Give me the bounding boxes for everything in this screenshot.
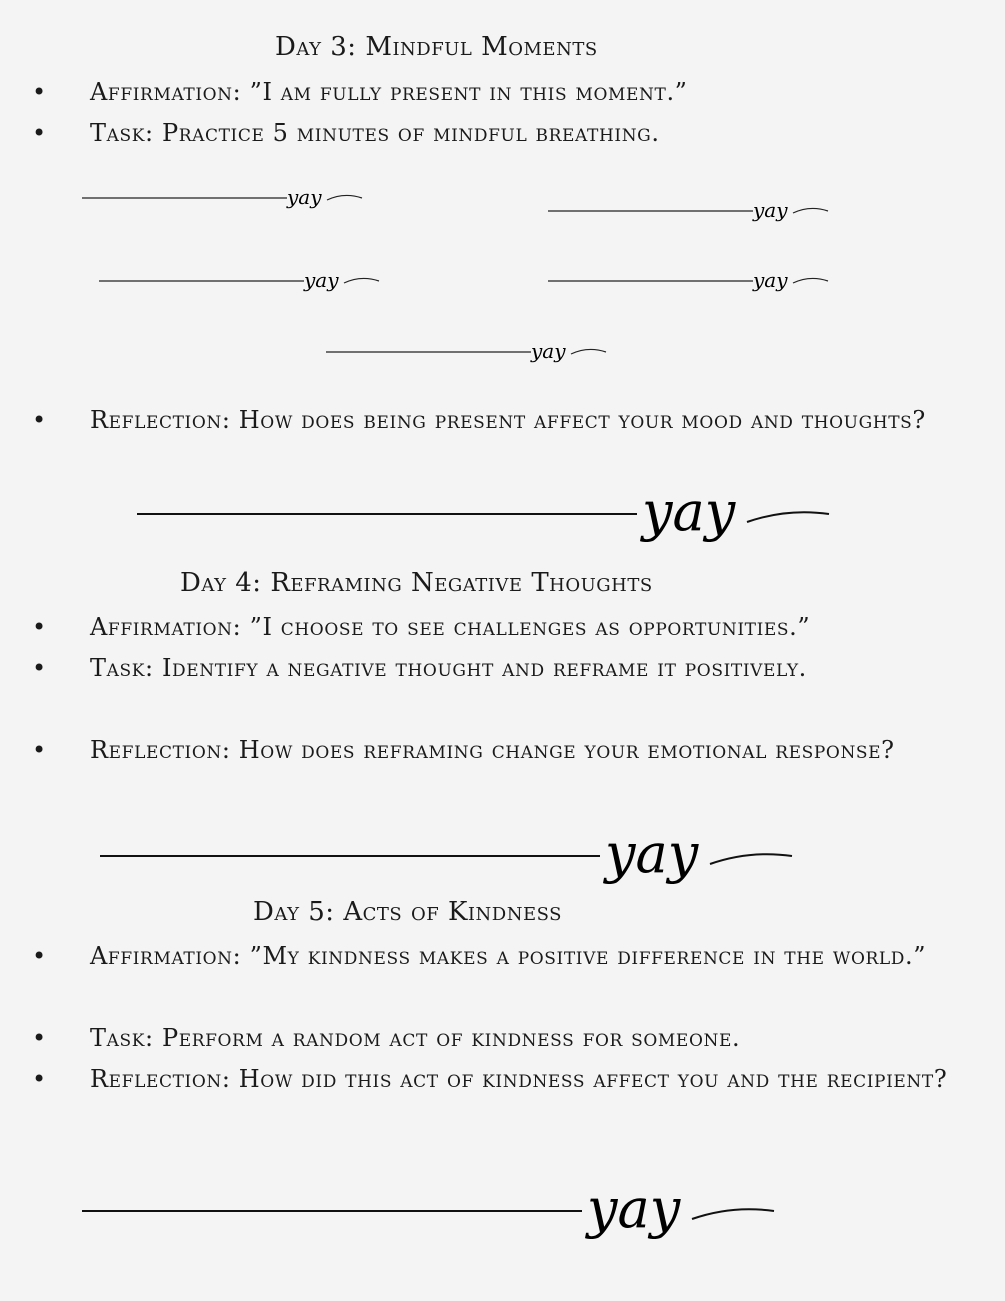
day4-reflection [32, 730, 982, 771]
affirmation-text: ”I choose to see challenges as opportunities.” [249, 613, 811, 641]
affirmation-label: Affirmation: [90, 613, 242, 641]
day5-task [32, 1018, 982, 1059]
writing-line-small[interactable] [548, 197, 828, 227]
affirmation-text: ”My kindness makes a positive difference in the world.” [249, 942, 927, 970]
signature-word: yay [304, 268, 339, 292]
writing-line-small[interactable] [99, 267, 379, 297]
day3-heading: Day 3: Mindful Moments [275, 32, 598, 62]
affirmation-text: ”I am fully present in this moment.” [249, 78, 688, 106]
day4-affirmation [32, 607, 982, 648]
signature-word: yay [642, 480, 736, 543]
task-label: Task: [90, 119, 154, 147]
bullet-icon: • [32, 1024, 47, 1052]
signature-word: yay [753, 198, 788, 222]
writing-line-small[interactable] [326, 338, 606, 368]
day5-reflection [32, 1059, 982, 1100]
signature-word: yay [753, 268, 788, 292]
bullet-icon: • [32, 942, 47, 970]
signature-word: yay [605, 822, 699, 885]
bullet-icon: • [32, 1065, 47, 1093]
task-text: Practice 5 minutes of mindful breathing. [161, 119, 660, 147]
day5-heading: Day 5: Acts of Kindness [253, 897, 562, 927]
reflection-text: How did this act of kindness affect you and the recipient? [238, 1065, 948, 1093]
reflection-label: Reflection: [90, 1065, 231, 1093]
affirmation-label: Affirmation: [90, 78, 242, 106]
task-text: Identify a negative thought and reframe it positively. [161, 654, 807, 682]
signature-word: yay [587, 1177, 681, 1240]
day4-task [32, 648, 982, 689]
day3-affirmation [32, 72, 982, 113]
task-label: Task: [90, 1024, 154, 1052]
bullet-icon: • [32, 119, 47, 147]
task-text: Perform a random act of kindness for someone. [161, 1024, 741, 1052]
writing-line-large[interactable] [137, 480, 829, 558]
writing-line-large[interactable] [82, 1177, 774, 1255]
task-label: Task: [90, 654, 154, 682]
bullet-icon: • [32, 406, 47, 434]
day4-heading: Day 4: Reframing Negative Thoughts [180, 568, 653, 598]
signature-word: yay [287, 185, 322, 209]
bullet-icon: • [32, 613, 47, 641]
bullet-icon: • [32, 654, 47, 682]
affirmation-label: Affirmation: [90, 942, 242, 970]
writing-line-small[interactable] [82, 184, 362, 214]
day3-task [32, 113, 982, 154]
day5-affirmation [32, 936, 982, 977]
writing-line-large[interactable] [100, 822, 792, 900]
signature-word: yay [531, 339, 566, 363]
reflection-label: Reflection: [90, 406, 231, 434]
writing-line-small[interactable] [548, 267, 828, 297]
reflection-text: How does being present affect your mood and thoughts? [238, 406, 926, 434]
day3-reflection [32, 400, 982, 441]
reflection-text: How does reframing change your emotional response? [238, 736, 895, 764]
bullet-icon: • [32, 736, 47, 764]
bullet-icon: • [32, 78, 47, 106]
reflection-label: Reflection: [90, 736, 231, 764]
